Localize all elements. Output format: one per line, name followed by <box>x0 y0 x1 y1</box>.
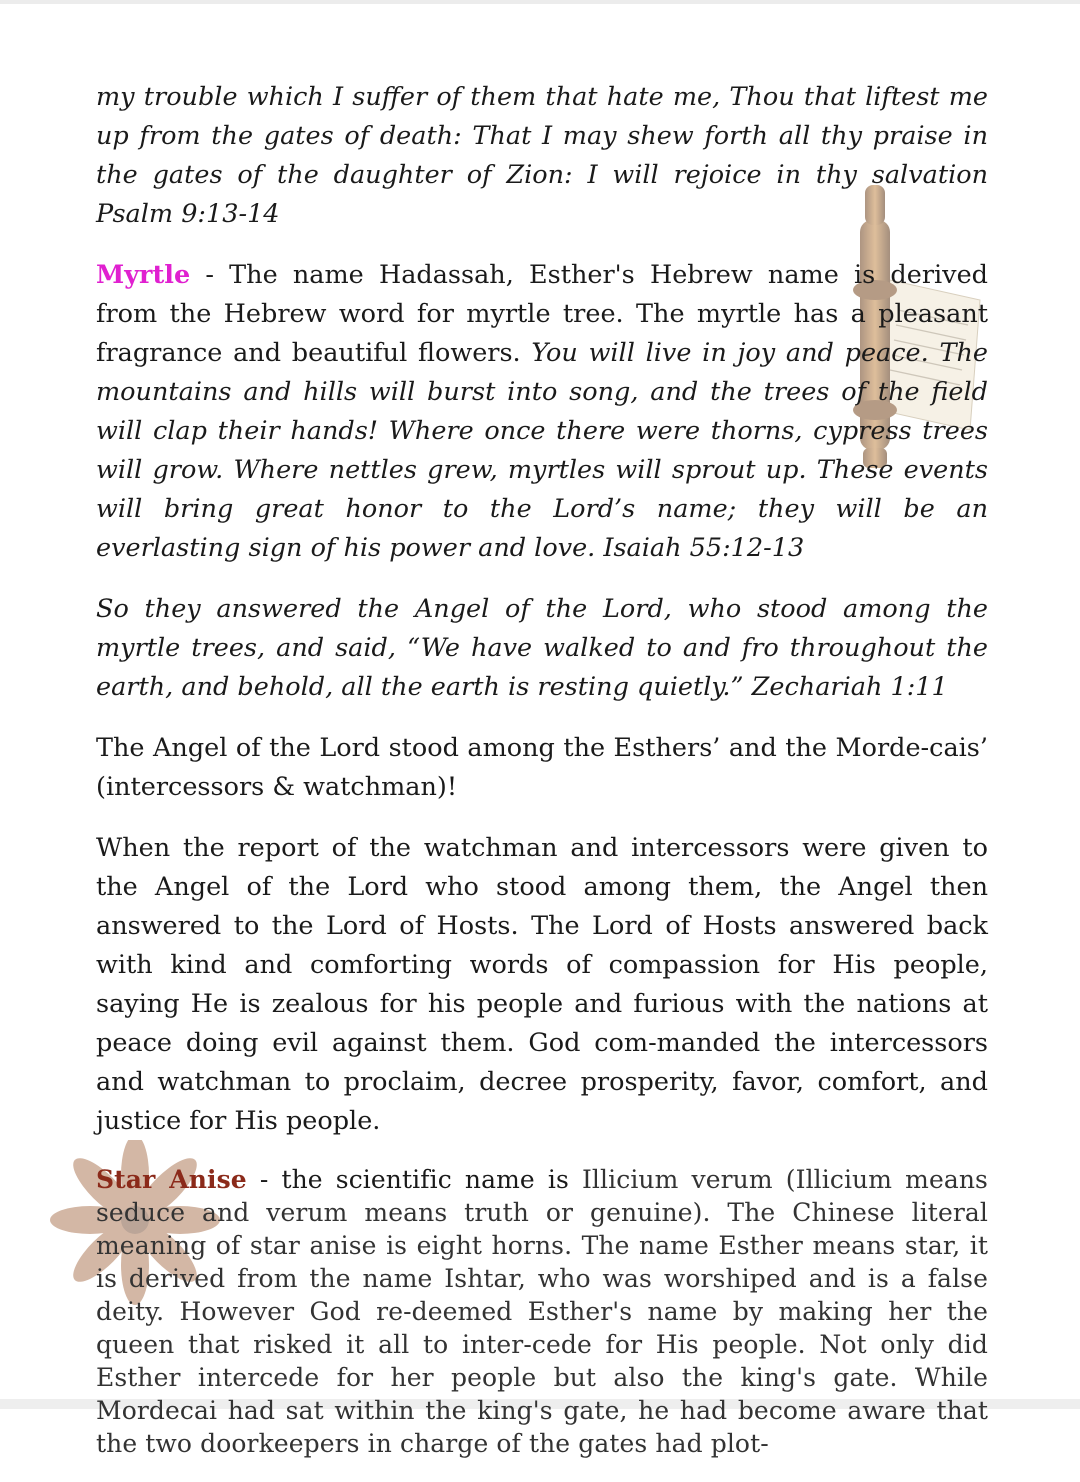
star-anise-lead: - the scientific name is <box>246 1165 582 1194</box>
isaiah-quote: You will live in joy and peace. The mountains and hills will burst into song, and the trees of the field will clap their hands! Where once there were thorns, cypress trees will grow. Where nettles grew, myrtles will sprout up. These events will bring great honor to the Lord’s name; they will be an everlasting sign of his power and love. Isaiah 55:12-13 <box>96 338 988 563</box>
document-page <box>96 78 988 1482</box>
star-anise-body: Illicium verum (Illicium means seduce and verum means truth or genuine). The Chinese literal meaning of star anise is eight horns. The name Esther means star, it is derived from the name Ishtar, who was worshiped and is a false deity. However God re-deemed Esther's name by making her the queen that risked it all to inter-cede for His people. Not only did Esther intercede for her people but also the king's gate. While Mordecai had sat within the king's gate, he had become aware that the two doorkeepers in charge of the gates had plot- <box>96 1165 988 1458</box>
zechariah-quote: So they answered the Angel of the Lord, who stood among the myrtle trees, and said, “We have walked to and fro throughout the earth, and behold, all the earth is resting quietly.” Zechariah 1:11 <box>96 594 988 702</box>
myrtle-paragraph <box>96 256 988 568</box>
star-anise-term: Star Anise <box>96 1165 247 1194</box>
report-paragraph: When the report of the watchman and intercessors were given to the Angel of the Lord who stood among them, the Angel then answered to the Lord of Hosts. The Lord of Hosts answered back with kind and comforting words of compassion for His people, saying He is zealous for his people and furious with the nations at peace doing evil against them. God com-manded the intercessors and watchman to proclaim, decree prosperity, favor, comfort, and justice for His people. <box>96 833 988 1136</box>
star-anise-paragraph <box>96 1163 988 1460</box>
myrtle-intro: - The name Hadassah, Esther's Hebrew name is derived from the Hebrew word for myrtle tree. The myrtle has a pleasant fragrance and beautiful flowers. <box>96 260 988 368</box>
angel-statement: The Angel of the Lord stood among the Esthers’ and the Morde-cais’ (intercessors & watchman)! <box>96 733 988 802</box>
psalm-quote: my trouble which I suffer of them that hate me, Thou that liftest me up from the gates of death: That I may shew forth all thy praise in the gates of the daughter of Zion: I will rejoice in thy salvation Psalm 9:13-14 <box>96 82 988 229</box>
top-edge <box>0 0 1080 4</box>
myrtle-term: Myrtle <box>96 260 191 290</box>
